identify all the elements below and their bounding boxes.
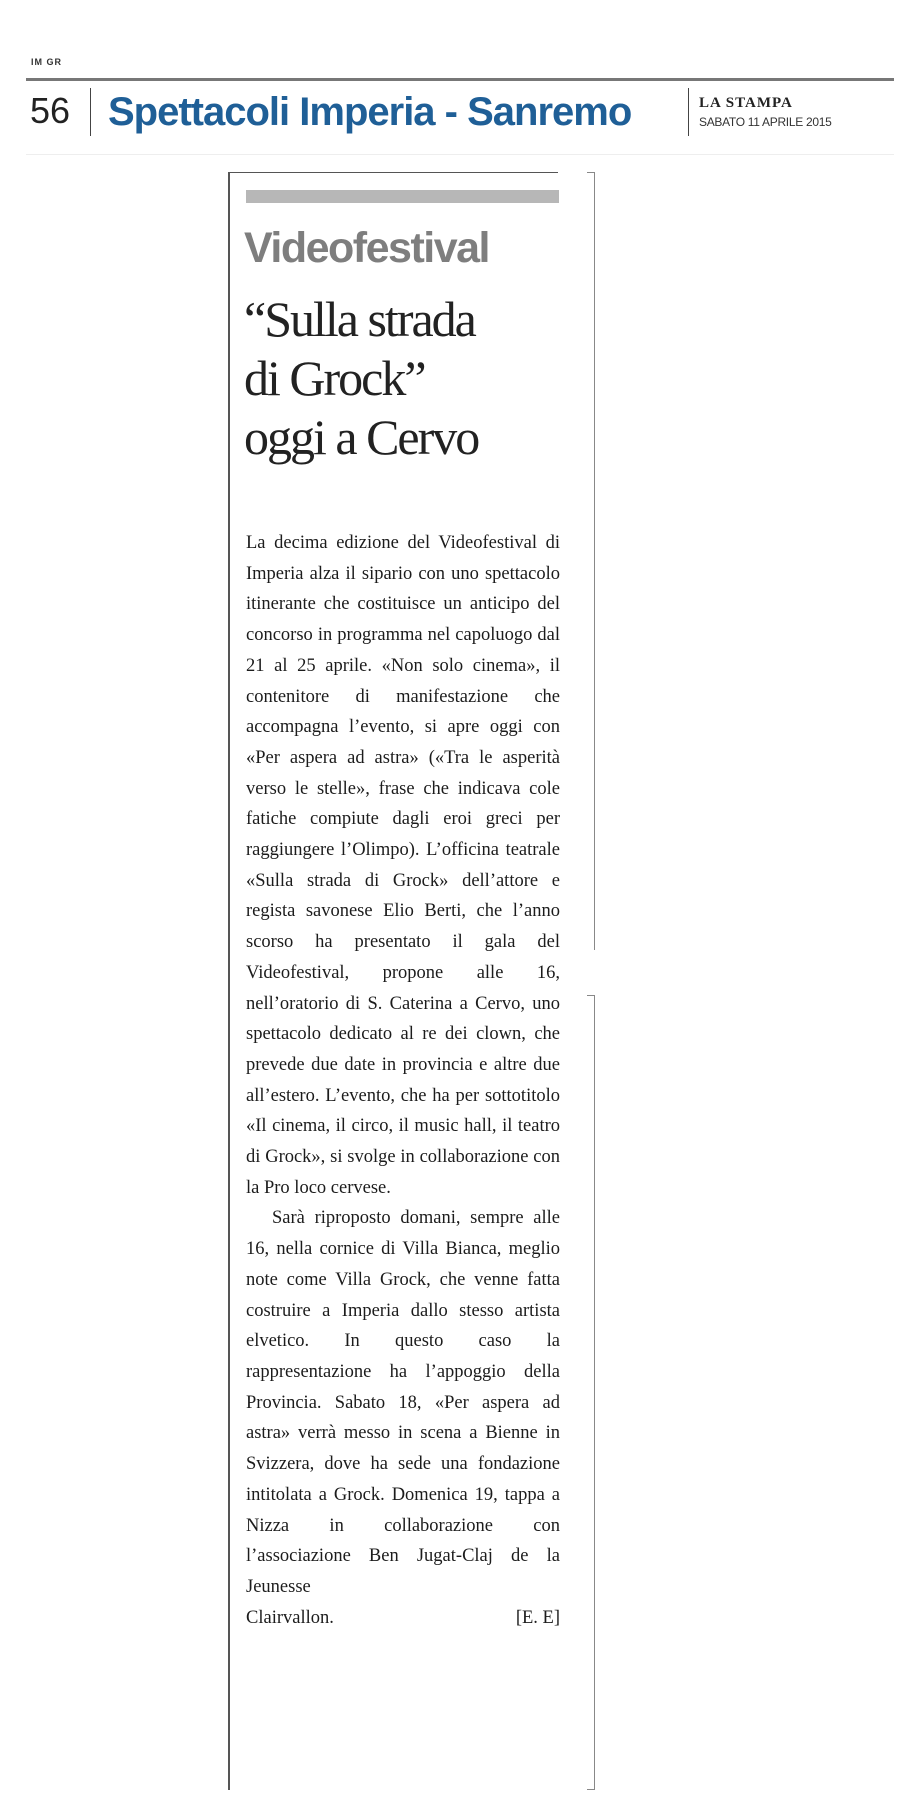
page-number: 56 [30, 90, 71, 131]
closing-text: Clairvallon. [246, 1607, 334, 1628]
kicker-bar [246, 190, 559, 203]
article-left-rule [228, 172, 230, 1790]
headline-line: di Grock” [244, 350, 425, 406]
column-rule-tick [587, 1789, 595, 1790]
article-top-rule [228, 172, 558, 173]
header-divider [688, 88, 689, 136]
headline-line: oggi a Cervo [244, 409, 479, 465]
newspaper-brand: LA STAMPA [699, 95, 793, 111]
headline [244, 290, 584, 467]
header-divider [90, 88, 91, 136]
header-top-rule [26, 78, 894, 81]
column-rule-tick [587, 995, 595, 996]
section-title: Spettacoli Imperia - Sanremo [108, 90, 632, 134]
column-rule [594, 995, 595, 1790]
column-rule [594, 172, 595, 950]
body-paragraph: La decima edizione del Videofestival di Imperia alza il sipario con uno spettacolo itinerante che costituisce un anticipo del concorso in programma nel capoluogo dal 21 al 25 aprile. «Non solo cinema», il contenitore di manifestazione che accompagna l’evento, si apre oggi con «Per aspera ad astra» («Tra le asperità verso le stelle», frase che indicava cole fatiche compiute dagli eroi greci per raggiungere l’Olimpo). L’officina teatrale «Sulla strada di Grock» dell’attore e regista savonese Elio Berti, che l’anno scorso ha presentato il gala del Videofestival, propone alle 16, nell’oratorio di S. Caterina a Cervo, uno spettacolo dedicato al re dei clown, che prevede due date in provincia e altre due all’estero. L’evento, che ha per sottotitolo «Il cinema, il circo, il music hall, il teatro di Grock», si svolge in collaborazione con la Pro loco cervese. [246, 533, 560, 1198]
headline-line: “Sulla strada [244, 291, 475, 347]
article-body [246, 528, 560, 1633]
kicker: Videofestival [244, 224, 489, 272]
issue-date: SABATO 11 APRILE 2015 [699, 115, 832, 129]
header-under-rule [26, 154, 894, 155]
body-paragraph: Sarà riproposto domani, sempre alle 16, nella cornice di Villa Bianca, meglio note come Villa Grock, che venne fatta costruire a Imperia dallo stesso artista elvetico. In questo caso la rappresentazione ha l’appoggio della Provincia. Sabato 18, «Per aspera ad astra» verrà messo in scena a Bienne in Svizzera, dove ha sede una fondazione intitolata a Grock. Domenica 19, tappa a Nizza in collaborazione con l’associazione Ben Jugat-Claj de la Jeunesse [246, 1208, 560, 1597]
edition-code: IM GR [31, 57, 62, 67]
closing-line [246, 1603, 560, 1634]
column-rule-tick [587, 172, 595, 173]
author-signature: [E. E] [515, 1607, 560, 1628]
